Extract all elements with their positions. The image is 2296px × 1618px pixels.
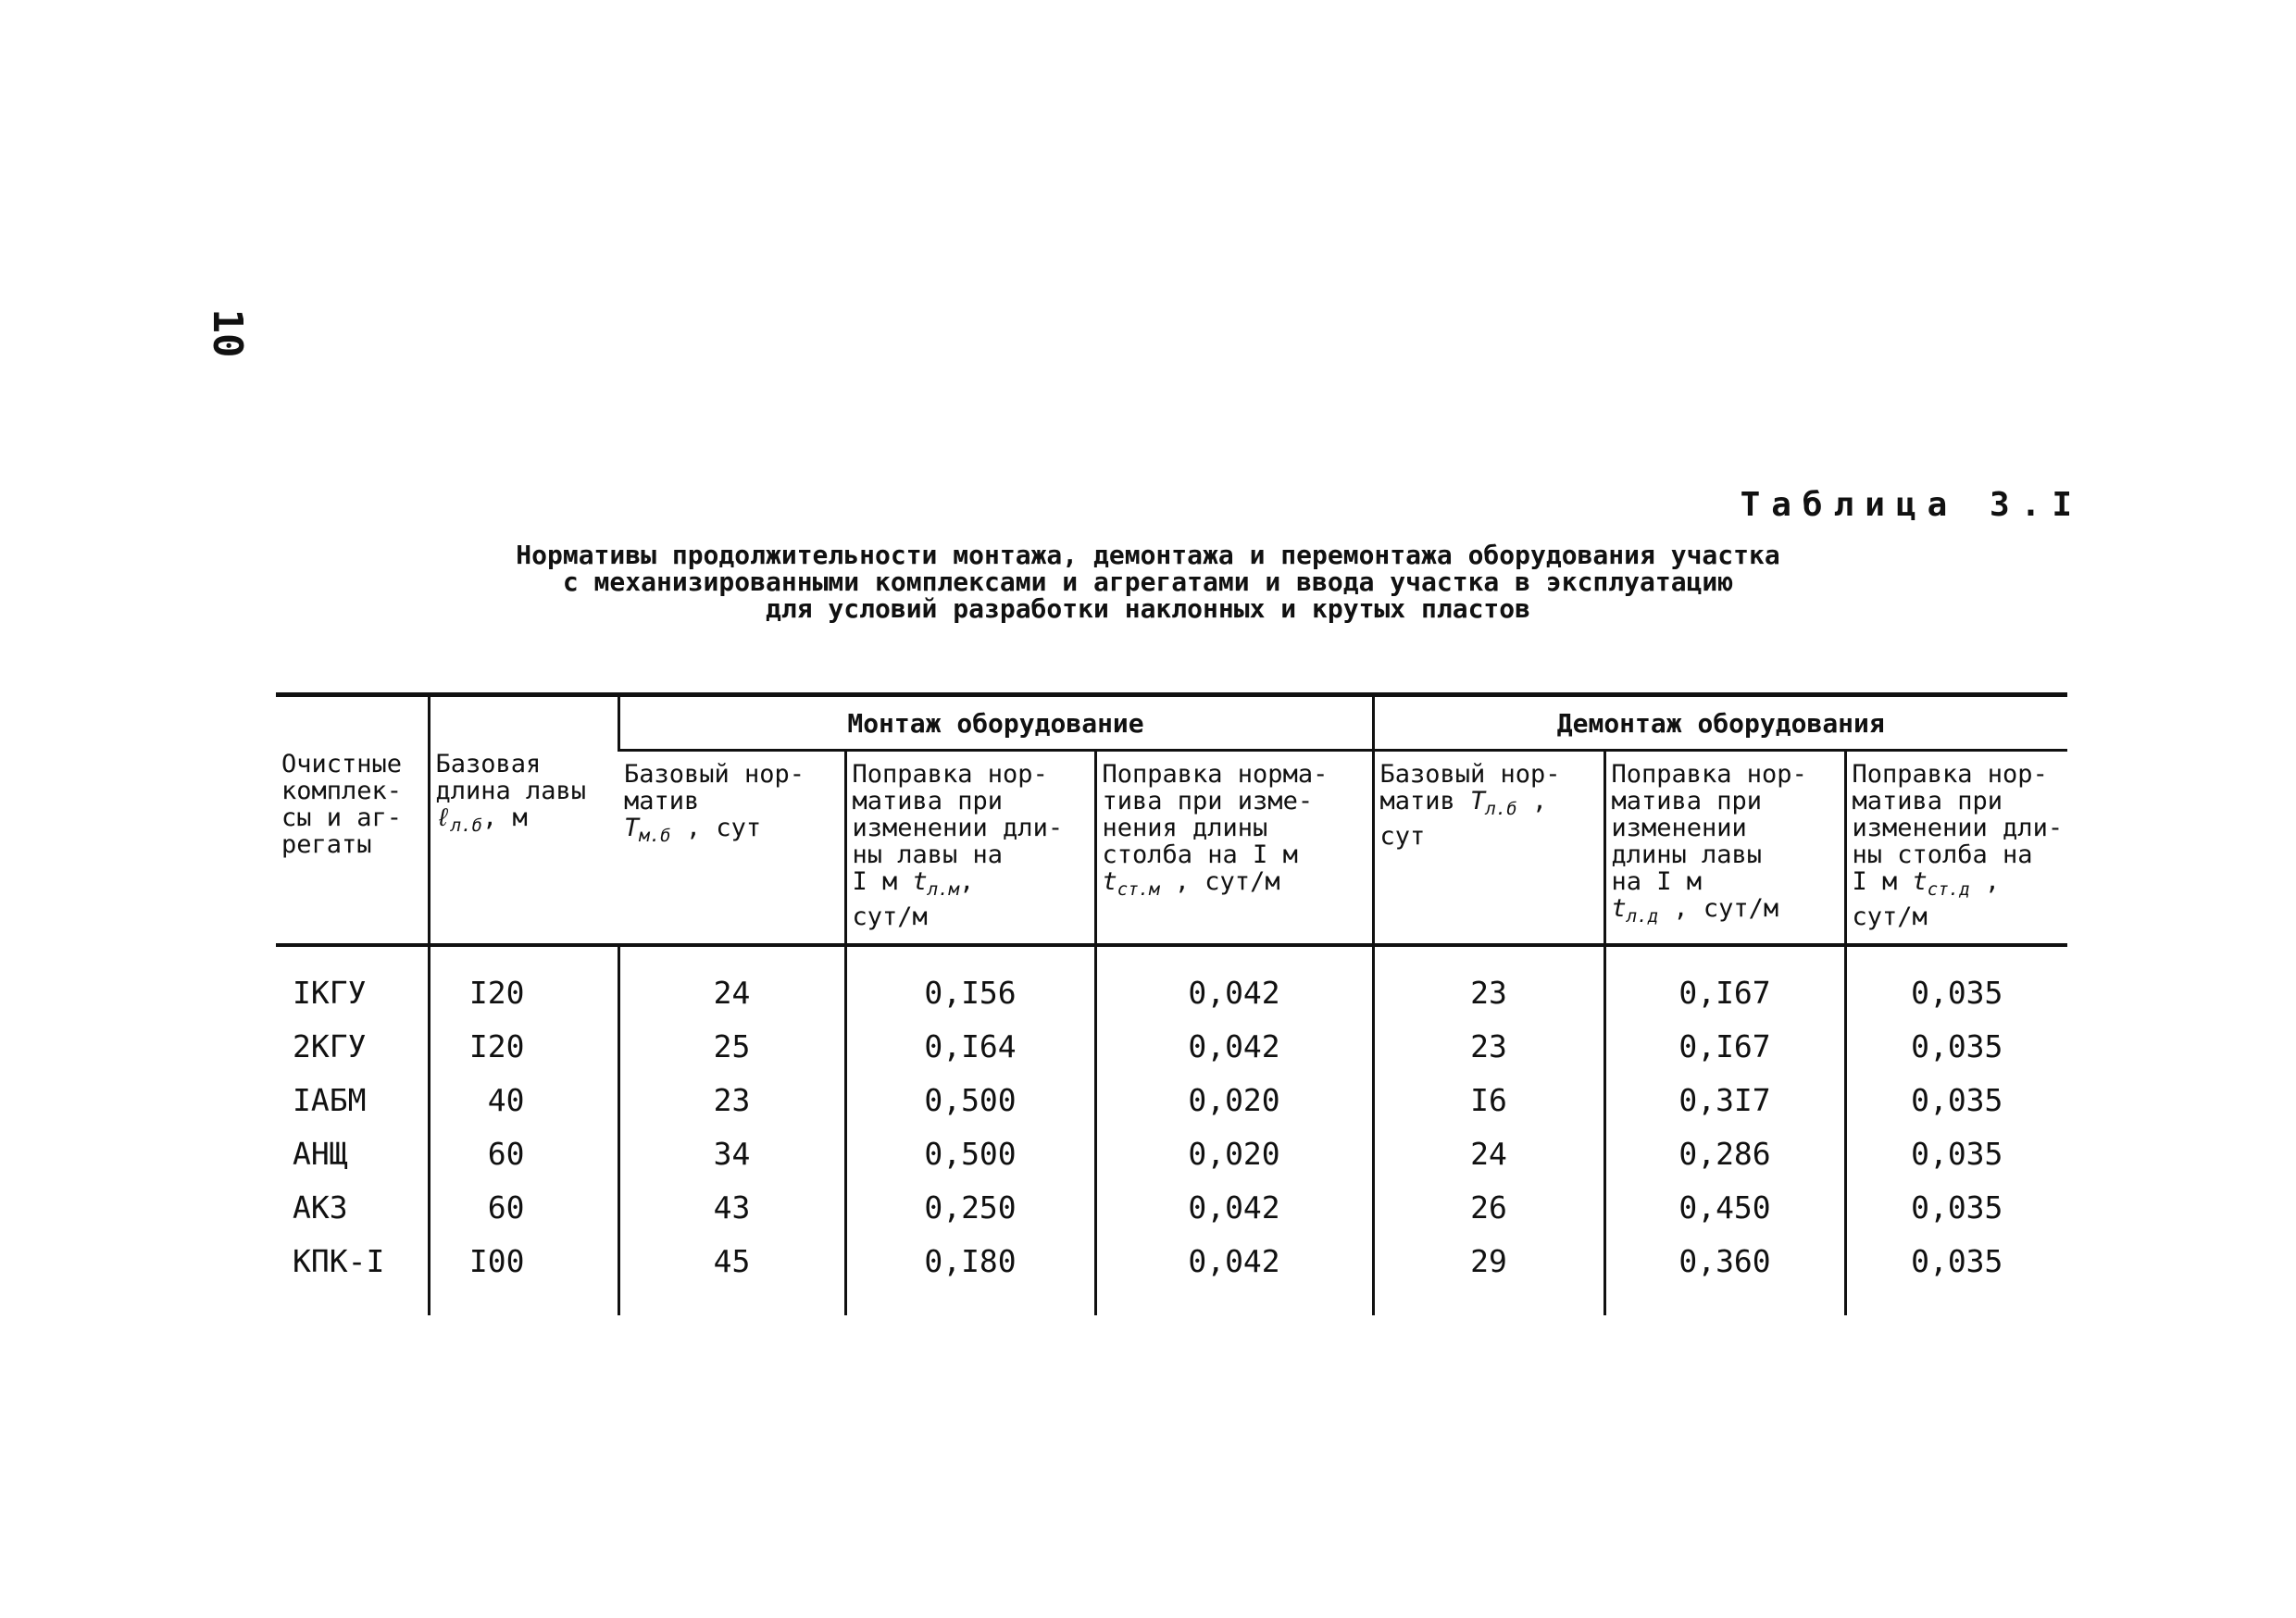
header-dismount-base-subscript: л.б xyxy=(1485,799,1517,819)
cell-mount-column: 0,020 xyxy=(1095,1073,1373,1126)
cell-complex: 2КГУ xyxy=(293,1027,367,1064)
header-mount-length xyxy=(845,751,1095,946)
header-base-length xyxy=(429,695,618,946)
header-dismount-length-unit: , сут/м xyxy=(1658,894,1779,923)
cell-dismount-length: 0,286 xyxy=(1604,1126,1845,1180)
header-mount-column-subscript: ст.м xyxy=(1117,879,1160,900)
header-mount-column-unit: , сут/м xyxy=(1159,867,1280,896)
cell-base-length: I00 xyxy=(429,1234,618,1315)
cell-complex: АКЗ xyxy=(293,1189,348,1226)
cell-complex: IАБМ xyxy=(293,1081,367,1118)
header-base-length-subscript: л.б xyxy=(450,815,483,836)
header-dismount-length xyxy=(1604,751,1845,946)
header-mount-length-symbol: t xyxy=(912,867,928,896)
cell-mount-base: 34 xyxy=(618,1126,845,1180)
cell-dismount-length: 0,I67 xyxy=(1604,1019,1845,1073)
title-line-1: Нормативы продолжительности монтажа, демонтажа и перемонтажа оборудования участка xyxy=(516,540,1780,570)
header-base-length-symbol: ℓ xyxy=(435,803,451,832)
cell-mount-column: 0,042 xyxy=(1095,1180,1373,1234)
cell-dismount-base: 24 xyxy=(1373,1126,1604,1180)
cell-mount-column: 0,020 xyxy=(1095,1126,1373,1180)
header-dismount-base-symbol: T xyxy=(1470,787,1486,815)
header-base-length-unit: , м xyxy=(482,803,528,832)
header-mount-column-text: Поправка норма- тива при изме- нения длины столба на I м xyxy=(1102,760,1329,869)
header-mount-length-subscript: л.м xyxy=(927,879,960,900)
page-number: 10 xyxy=(204,308,251,358)
table-row xyxy=(276,1073,2067,1126)
table-title xyxy=(278,541,2018,622)
cell-base-length: I20 xyxy=(429,1019,618,1073)
cell-base-length: 60 xyxy=(429,1180,618,1234)
cell-dismount-column: 0,035 xyxy=(1845,1073,2067,1126)
cell-base-length: I20 xyxy=(429,945,618,1019)
header-mount-base-symbol: T xyxy=(624,814,640,842)
cell-dismount-base: 29 xyxy=(1373,1234,1604,1315)
header-mount-base-text: Базовый нор- матив xyxy=(624,760,805,815)
cell-dismount-base: 23 xyxy=(1373,1019,1604,1073)
cell-mount-base: 25 xyxy=(618,1019,845,1073)
cell-dismount-base: 23 xyxy=(1373,945,1604,1019)
header-mount-length-unit: , сут/м xyxy=(852,867,975,931)
table-row xyxy=(276,1234,2067,1315)
cell-mount-length: 0,500 xyxy=(845,1126,1095,1180)
cell-dismount-base: I6 xyxy=(1373,1073,1604,1126)
norms-table xyxy=(276,692,2067,1315)
header-mount-length-text: Поправка нор- матива при изменении дли- ны лавы на I м xyxy=(852,760,1064,896)
header-dismount-column-unit: , сут/м xyxy=(1852,867,2001,931)
cell-mount-base: 43 xyxy=(618,1180,845,1234)
cell-dismount-base: 26 xyxy=(1373,1180,1604,1234)
header-mount-column xyxy=(1095,751,1373,946)
table-row xyxy=(276,945,2067,1019)
header-base-length-text: Базовая длина лавы xyxy=(435,750,587,805)
cell-dismount-column: 0,035 xyxy=(1845,1234,2067,1315)
header-complex xyxy=(276,695,429,946)
group-mount: Монтаж оборудование xyxy=(618,695,1373,751)
cell-mount-length: 0,I80 xyxy=(845,1234,1095,1315)
table-label: Таблица 3.I xyxy=(1740,486,2083,524)
header-dismount-column-subscript: ст.д xyxy=(1927,879,1970,900)
cell-complex: АНЩ xyxy=(293,1135,348,1172)
cell-mount-length: 0,250 xyxy=(845,1180,1095,1234)
header-dismount-length-symbol: t xyxy=(1611,894,1627,923)
cell-dismount-column: 0,035 xyxy=(1845,945,2067,1019)
group-dismount: Демонтаж оборудования xyxy=(1373,695,2067,751)
header-complex-text: Очистные комплек- сы и аг- регаты xyxy=(281,750,403,859)
header-dismount-base xyxy=(1373,751,1604,946)
cell-dismount-length: 0,450 xyxy=(1604,1180,1845,1234)
table-row xyxy=(276,1126,2067,1180)
header-mount-base xyxy=(618,751,845,946)
cell-base-length: 60 xyxy=(429,1126,618,1180)
cell-mount-column: 0,042 xyxy=(1095,1019,1373,1073)
table-row xyxy=(276,1019,2067,1073)
header-dismount-column-text: Поправка нор- матива при изменении дли- ны столба на I м xyxy=(1852,760,2064,896)
cell-dismount-column: 0,035 xyxy=(1845,1180,2067,1234)
cell-dismount-length: 0,3I7 xyxy=(1604,1073,1845,1126)
header-dismount-length-subscript: л.д xyxy=(1626,906,1659,927)
header-mount-column-symbol: t xyxy=(1102,867,1117,896)
table-row xyxy=(276,1180,2067,1234)
cell-dismount-column: 0,035 xyxy=(1845,1126,2067,1180)
cell-complex: КПК-I xyxy=(293,1242,385,1279)
cell-dismount-length: 0,360 xyxy=(1604,1234,1845,1315)
header-dismount-length-text: Поправка нор- матива при изменении длины лавы на I м xyxy=(1611,760,1807,896)
cell-mount-column: 0,042 xyxy=(1095,1234,1373,1315)
title-line-2: с механизированными комплексами и агрегатами и ввода участка в эксплуатацию xyxy=(562,566,1734,597)
cell-mount-length: 0,I64 xyxy=(845,1019,1095,1073)
header-dismount-column xyxy=(1845,751,2067,946)
cell-mount-base: 45 xyxy=(618,1234,845,1315)
cell-base-length: 40 xyxy=(429,1073,618,1126)
header-dismount-base-text: Базовый нор- матив xyxy=(1379,760,1561,815)
title-line-3: для условий разработки наклонных и крутых пластов xyxy=(765,593,1530,624)
cell-mount-length: 0,I56 xyxy=(845,945,1095,1019)
norms-table-container xyxy=(276,692,2067,1315)
cell-mount-length: 0,500 xyxy=(845,1073,1095,1126)
cell-mount-base: 23 xyxy=(618,1073,845,1126)
cell-dismount-column: 0,035 xyxy=(1845,1019,2067,1073)
header-dismount-base-unit: , сут xyxy=(1379,787,1548,851)
header-dismount-column-symbol: t xyxy=(1912,867,1928,896)
cell-dismount-length: 0,I67 xyxy=(1604,945,1845,1019)
cell-mount-column: 0,042 xyxy=(1095,945,1373,1019)
header-mount-base-unit: , сут xyxy=(670,814,762,842)
header-mount-base-subscript: м.б xyxy=(639,826,671,846)
cell-mount-base: 24 xyxy=(618,945,845,1019)
cell-complex: IКГУ xyxy=(293,974,367,1011)
